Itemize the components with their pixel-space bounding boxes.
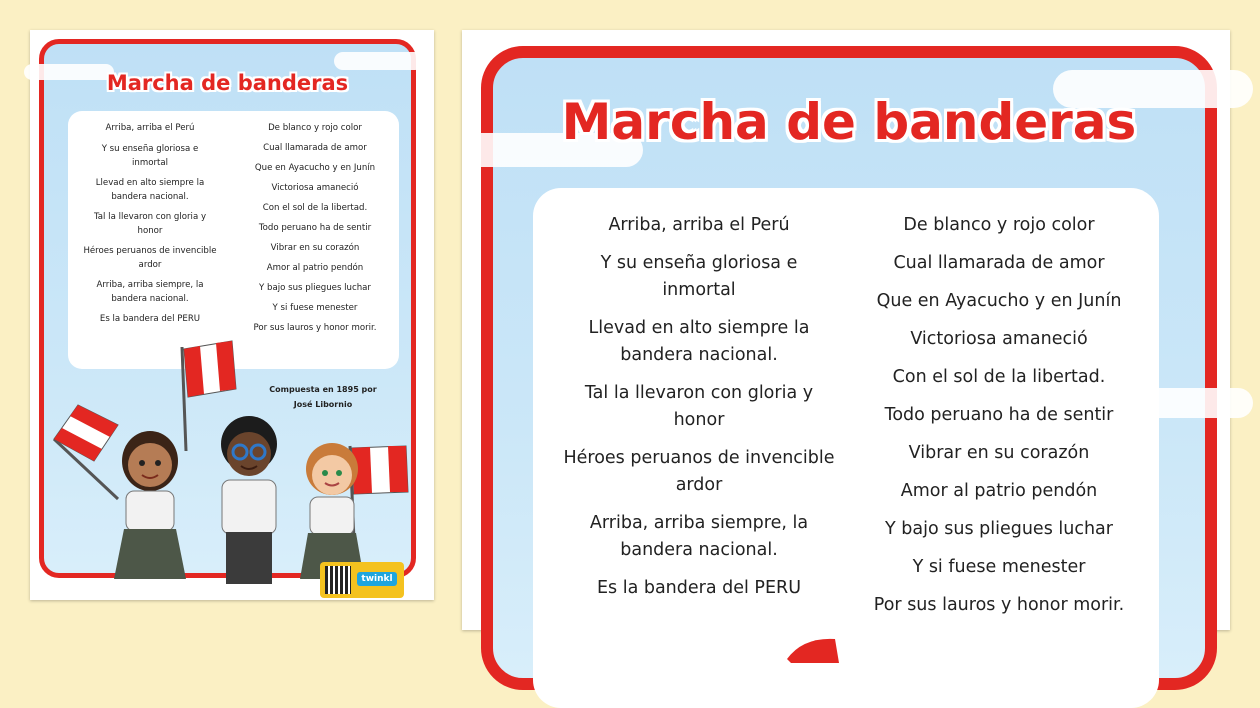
child-illustration (106, 429, 196, 579)
verse: Todo peruano ha de sentir (258, 223, 372, 233)
verse: Todo peruano ha de sentir (884, 405, 1114, 425)
verse: Héroes peruanos de invencible ardor (563, 448, 835, 495)
twinkl-logo: twinkl (357, 572, 397, 586)
verse: Vibrar en su corazón (270, 243, 360, 253)
verse: Llevad en alto siempre la bandera nacional. (588, 318, 810, 365)
credit-line: Compuesta en 1895 por (269, 385, 377, 394)
verse: Y su enseña gloriosa e inmortal (101, 144, 199, 168)
zoomed-verses-left (549, 212, 849, 602)
verse: Cual llamarada de amor (893, 253, 1105, 273)
thumbnail-frame (39, 39, 416, 584)
peru-flag-illustration (783, 633, 843, 663)
verse: Que en Ayacucho y en Junín (254, 163, 376, 173)
verse: Victoriosa amaneció (910, 329, 1088, 349)
verse: Llevad en alto siempre la bandera nacional. (95, 178, 205, 202)
child-illustration (292, 439, 372, 579)
child-illustration (204, 414, 294, 584)
verse: Por sus lauros y honor morir. (253, 323, 377, 333)
thumbnail-credit (254, 382, 392, 412)
verse: Victoriosa amaneció (271, 183, 359, 193)
zoomed-lyrics-panel (533, 188, 1159, 708)
verse: Y su enseña gloriosa e inmortal (600, 253, 798, 300)
poster-zoomed (462, 30, 1230, 630)
verse: Amor al patrio pendón (266, 263, 364, 273)
verse: Y bajo sus pliegues luchar (259, 283, 371, 293)
verse: Héroes peruanos de invencible ardor (83, 246, 217, 270)
zoomed-title: Marcha de banderas (561, 93, 1137, 151)
verse: Arriba, arriba el Perú (608, 215, 790, 235)
verse: Por sus lauros y honor morir. (873, 595, 1125, 615)
qr-code-icon (325, 566, 351, 594)
poster-thumbnail[interactable] (30, 30, 434, 600)
cloud (334, 52, 424, 70)
verse: De blanco y rojo color (903, 215, 1095, 235)
verse: Amor al patrio pendón (900, 481, 1098, 501)
thumbnail-verses-right (236, 121, 394, 335)
verse: De blanco y rojo color (268, 123, 362, 133)
verse: Arriba, arriba el Perú (105, 123, 195, 133)
verse: Es la bandera del PERU (99, 314, 201, 324)
thumbnail-verses-left (74, 121, 226, 326)
verse: Y si fuese menester (272, 303, 358, 313)
verse: Y si fuese menester (912, 557, 1086, 577)
thumbnail-lyrics-panel (68, 111, 399, 369)
verse: Con el sol de la libertad. (892, 367, 1106, 387)
verse: Arriba, arriba siempre, la bandera nacional. (96, 280, 204, 304)
verse: Que en Ayacucho y en Junín (876, 291, 1122, 311)
verse: Tal la llevaron con gloria y honor (93, 212, 207, 236)
verse: Tal la llevaron con gloria y honor (584, 383, 814, 430)
zoomed-verses-right (849, 212, 1149, 619)
credit-line: José Libornio (293, 400, 353, 409)
verse: Arriba, arriba siempre, la bandera nacional. (589, 513, 809, 560)
zoomed-frame (481, 46, 1217, 690)
verse: Con el sol de la libertad. (262, 203, 368, 213)
verse: Y bajo sus pliegues luchar (885, 519, 1113, 539)
verse: Vibrar en su corazón (908, 443, 1090, 463)
thumbnail-title: Marcha de banderas (106, 71, 349, 95)
verse: Cual llamarada de amor (263, 143, 367, 153)
verse: Es la bandera del PERU (596, 578, 802, 598)
